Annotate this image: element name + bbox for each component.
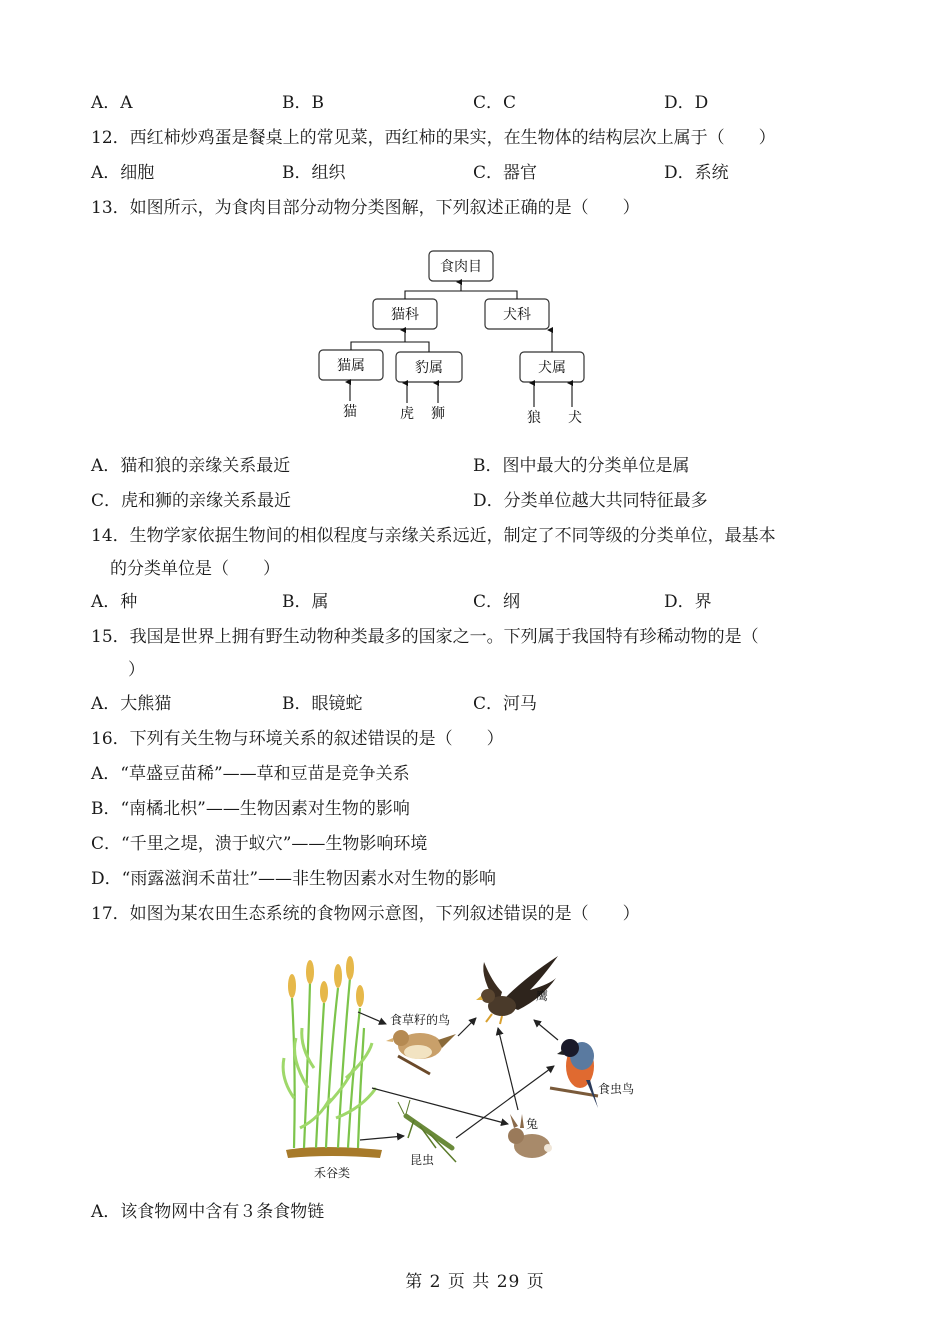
q14-option-a: A．种 — [91, 592, 138, 612]
node-genus-dog: 犬属 — [538, 360, 566, 376]
species-dog: 犬 — [568, 410, 582, 426]
q15-stem-line1: 15．我国是世界上拥有野生动物种类最多的国家之一。下列属于我国特有珍稀动物的是（ — [91, 627, 759, 647]
q13-option-b: B．图中最大的分类单位是属 — [473, 456, 690, 476]
node-family-cat: 猫科 — [391, 307, 419, 323]
seed-bird-illustration — [386, 1030, 456, 1074]
node-order: 食肉目 — [440, 259, 482, 275]
grain-plant-illustration — [283, 956, 382, 1158]
label-rabbit: 兔 — [526, 1117, 539, 1131]
q14-option-c: C．纲 — [473, 592, 521, 612]
q14-option-d: D．界 — [664, 592, 712, 612]
q16-option-c: C．“千里之堤，溃于蚁穴”——生物影响环境 — [91, 834, 428, 854]
q12-option-d: D．系统 — [664, 163, 729, 183]
q14-stem-line2: 的分类单位是（ ） — [110, 559, 280, 579]
q13-option-d: D．分类单位越大共同特征最多 — [473, 491, 708, 511]
species-cat: 猫 — [343, 404, 357, 420]
q14-stem-line1: 14．生物学家依据生物间的相似程度与亲缘关系远近，制定了不同等级的分类单位，最基本 — [91, 526, 776, 546]
q13-option-c: C．虎和狮的亲缘关系最近 — [91, 491, 292, 511]
q17-option-a: A．该食物网中含有３条食物链 — [91, 1202, 325, 1222]
species-lion: 狮 — [431, 406, 445, 422]
q11-option-b: B．B — [282, 93, 324, 113]
label-eagle: 鹰 — [536, 989, 549, 1003]
q15-option-a: A．大熊猫 — [91, 694, 172, 714]
q12-option-c: C．器官 — [473, 163, 538, 183]
label-insect: 昆虫 — [410, 1153, 435, 1167]
node-genus-leopard: 豹属 — [415, 360, 443, 376]
q13-stem: 13．如图所示，为食肉目部分动物分类图解，下列叙述正确的是（ ） — [91, 198, 640, 218]
q17-stem: 17．如图为某农田生态系统的食物网示意图，下列叙述错误的是（ ） — [91, 904, 640, 924]
label-seed-bird: 食草籽的鸟 — [390, 1013, 451, 1027]
q12-option-a: A．细胞 — [91, 163, 155, 183]
q14-option-b: B．属 — [282, 592, 329, 612]
species-tiger: 虎 — [400, 406, 414, 422]
q16-option-a: A．“草盛豆苗稀”——草和豆苗是竞争关系 — [91, 764, 410, 784]
species-wolf: 狼 — [527, 410, 541, 426]
q12-stem: 12．西红柿炒鸡蛋是餐桌上的常见菜，西红柿的果实，在生物体的结构层次上属于（ ） — [91, 128, 776, 148]
q15-option-c: C．河马 — [473, 694, 538, 714]
q16-stem: 16．下列有关生物与环境关系的叙述错误的是（ ） — [91, 729, 504, 749]
page-footer: 第 2 页 共 29 页 — [405, 1272, 545, 1292]
q11-option-a: A．A — [91, 93, 133, 113]
q11-option-c: C．C — [473, 93, 517, 113]
node-genus-cat: 猫属 — [337, 358, 365, 374]
q11-option-d: D．D — [664, 93, 709, 113]
q16-option-d: D．“雨露滋润禾苗壮”——非生物因素水对生物的影响 — [91, 869, 497, 889]
food-web-diagram — [280, 948, 650, 1183]
insect-bird-illustration — [550, 1039, 598, 1108]
q13-option-a: A．猫和狼的亲缘关系最近 — [91, 456, 291, 476]
q15-stem-line2: ） — [128, 660, 145, 680]
label-grain: 禾谷类 — [314, 1166, 351, 1180]
q12-option-b: B．组织 — [282, 163, 346, 183]
q16-option-b: B．“南橘北枳”——生物因素对生物的影响 — [91, 799, 410, 819]
node-family-dog: 犬科 — [503, 307, 531, 323]
q15-option-b: B．眼镜蛇 — [282, 694, 363, 714]
classification-diagram — [310, 245, 600, 430]
label-insect-bird: 食虫鸟 — [598, 1082, 635, 1096]
